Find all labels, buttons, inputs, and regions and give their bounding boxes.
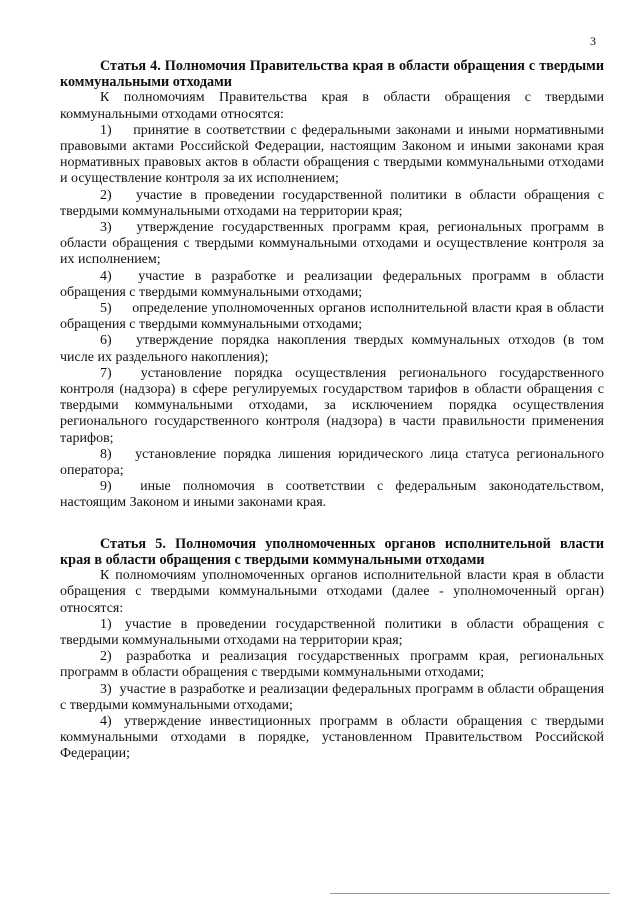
article-5-item: [60, 682, 604, 714]
item-text: иные полномочия в соответствии с федеральным законодательством, настоящим Законом и иными законами края.: [60, 479, 605, 511]
item-text: участие в проведении государственной политики в области обращения с твердыми коммунальными отходами на территории края;: [60, 187, 604, 219]
item-number: 8): [100, 446, 112, 462]
article-5-item: [60, 714, 604, 763]
item-text: участие в разработке и реализации федеральных программ в области обращения с твердыми коммунальными отходами;: [60, 268, 605, 300]
item-text: участие в проведении государственной политики в области обращения с твердыми коммунальными отходами на территории края;: [60, 616, 604, 648]
item-number: 2): [100, 187, 112, 203]
article-4-item: [60, 479, 604, 511]
item-number: 6): [100, 333, 112, 349]
article-4-item: [60, 188, 604, 220]
item-text: принятие в соответствии с федеральными законами и иными нормативными правовыми актами Российской Федерации, настоящим Законом и иными законами края нормативных правовых актов в области обращения с твердыми коммунальными отходами и осуществление контроля за их исполнением;: [60, 122, 605, 187]
item-number: 9): [100, 479, 112, 495]
item-number: 2): [100, 649, 112, 665]
document-body: [60, 58, 604, 763]
item-text: участие в разработке и реализации федеральных программ в области обращения с твердыми коммунальными отходами;: [60, 681, 605, 713]
item-number: 7): [100, 365, 112, 381]
item-number: 1): [100, 122, 112, 138]
article-4-heading: Статья 4. Полномочия Правительства края в области обращения с твердыми коммунальными отходами: [60, 58, 604, 91]
article-5-intro: К полномочиям уполномоченных органов исполнительной власти края в области обращения с твердыми коммунальными отходами (далее - уполномоченный орган) относятся:: [60, 568, 604, 616]
item-text: определение уполномоченных органов исполнительной власти края в области обращения с твердыми коммунальными отходами;: [60, 301, 605, 333]
article-5-item: [60, 617, 604, 649]
article-4-intro: К полномочиям Правительства края в области обращения с твердыми коммунальными отходами относятся:: [60, 90, 604, 122]
item-number: 3): [100, 220, 112, 236]
article-4-item: [60, 220, 604, 269]
article-4-item: [60, 269, 604, 301]
item-number: 4): [100, 713, 112, 729]
article-5-item: [60, 649, 604, 681]
article-4-item: [60, 447, 604, 479]
item-text: разработка и реализация государственных программ края, региональных программ в области обращения с твердыми коммунальными отходами;: [60, 649, 605, 681]
page-number: 3: [590, 34, 596, 48]
article-4-item: [60, 301, 604, 333]
bottom-divider: [330, 893, 610, 894]
item-text: утверждение порядка накопления твердых коммунальных отходов (в том числе их раздельного накопления);: [60, 333, 605, 365]
article-4-item: [60, 333, 604, 365]
article-4-item: [60, 123, 604, 188]
item-number: 4): [100, 268, 112, 284]
item-text: утверждение государственных программ края, региональных программ в области обращения с твердыми коммунальными отходами и осуществление контроля за их исполнением;: [60, 220, 604, 268]
item-number: 3): [100, 681, 112, 697]
item-number: 5): [100, 301, 112, 317]
item-text: утверждение инвестиционных программ в области обращения с твердыми коммунальными отходами в порядке, установленном Правительством Российской Федерации;: [60, 713, 604, 762]
article-4-item: [60, 366, 604, 447]
item-text: установление порядка осуществления регионального государственного контроля (надзора) в сфере регулируемых государством тарифов в области обращения с твердыми коммунальными отходами, за исключением порядка осуществления регионального государственного контроля (надзора) в части правильности применения тарифов;: [60, 365, 604, 446]
article-5-heading: Статья 5. Полномочия уполномоченных органов исполнительной власти края в области обращения с твердыми коммунальными отходами: [60, 535, 604, 568]
item-text: установление порядка лишения юридического лица статуса регионального оператора;: [60, 446, 605, 479]
item-number: 1): [100, 616, 112, 632]
